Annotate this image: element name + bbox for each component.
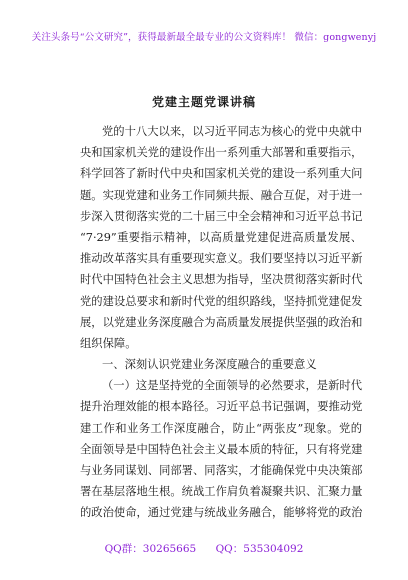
body-line: 的政治使命，通过党建与统战业务融合，能够将党的政治 [80, 506, 362, 520]
footer-qq-group: QQ群：30265665 [104, 543, 197, 555]
header-note: 关注头条号“公文研究”，获得最新最全最专业的公文资料库！ 微信：gongwenyj [31, 32, 377, 43]
body-line: 步深入贯彻落实党的二十届三中全会精神和习近平总书记 [80, 209, 362, 223]
section-heading: 一、深刻认识党建业务深度融合的重要意义 [102, 358, 317, 372]
body-line: （一）这是坚持党的全面领导的必然要求，是新时代 [102, 379, 362, 393]
body-line: 与业务同谋划、同部署、同落实，才能确保党中央决策部 [80, 464, 362, 477]
footer-contact [0, 541, 408, 556]
body-line: “7·29”重要指示精神，以高质量党建促进高质量发展、 [80, 230, 362, 244]
body-line: 提升治理效能的根本路径。习近平总书记强调，要推动党 [80, 400, 362, 414]
body-line: 署在基层落地生根。统战工作肩负着凝聚共识、汇聚力量 [80, 485, 362, 499]
body-line: 组织保障。 [80, 336, 137, 350]
body-line: 党的十八大以来，以习近平同志为核心的党中央就中 [102, 125, 362, 138]
body-line: 科学回答了新时代中央和国家机关党的建设一系列重大问 [80, 167, 362, 181]
body-line: 推动改革落实具有重要现实意义。我们要坚持以习近平新 [80, 252, 362, 266]
body-line: 展，以党建业务深度融合为高质量发展提供坚强的政治和 [80, 315, 362, 329]
footer-qq: QQ：535304092 [215, 543, 304, 555]
body-line: 题。实现党建和业务工作同频共振、融合互促，对于进一 [80, 188, 362, 202]
body-line: 全面领导是中国特色社会主义最本质的特征，只有将党建 [80, 442, 362, 456]
body-line: 央和国家机关党的建设作出一系列重大部署和重要指示， [80, 146, 362, 160]
body-line: 时代中国特色社会主义思想为指导，坚决贯彻落实新时代 [80, 273, 362, 287]
document-body [80, 121, 362, 524]
body-line: 建工作和业务工作深度融合，防止“两张皮”现象。党的 [80, 421, 362, 435]
body-line: 党的建设总要求和新时代党的组织路线，坚持抓党建促发 [80, 294, 362, 308]
document-title: 党建主题党课讲稿 [151, 95, 256, 109]
